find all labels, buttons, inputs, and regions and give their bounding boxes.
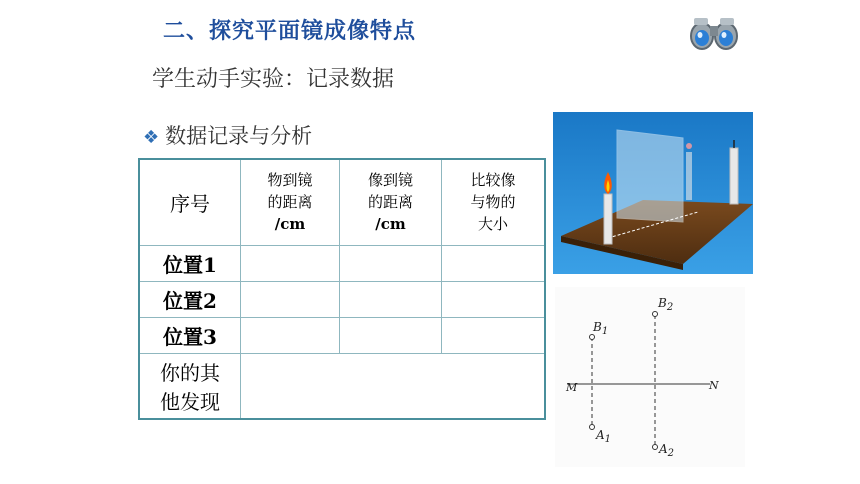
mirror-image-diagram bbox=[555, 287, 745, 467]
row-label-position-1: 位置1 bbox=[139, 245, 241, 281]
section-heading-text: 数据记录与分析 bbox=[165, 124, 313, 148]
label-n: N bbox=[709, 379, 719, 392]
data-record-table bbox=[138, 158, 546, 420]
header-line: 像到镜 bbox=[367, 171, 413, 190]
header-size-compare bbox=[442, 159, 546, 245]
page-title: 二、探究平面镜成像特点 bbox=[163, 19, 417, 44]
cell-empty[interactable] bbox=[241, 245, 340, 281]
diamond-bullet-icon: ❖ bbox=[143, 127, 160, 148]
header-line: 大小 bbox=[477, 215, 508, 234]
cell-empty[interactable] bbox=[442, 281, 546, 317]
cell-other-findings[interactable] bbox=[241, 353, 546, 419]
cell-empty[interactable] bbox=[241, 281, 340, 317]
row-label-position-3: 位置3 bbox=[139, 317, 241, 353]
row-label-line: 你的其 bbox=[160, 360, 220, 385]
cell-empty[interactable] bbox=[442, 245, 546, 281]
binoculars-icon bbox=[688, 14, 740, 54]
header-image-distance bbox=[340, 159, 442, 245]
cell-empty[interactable] bbox=[340, 245, 442, 281]
cell-empty[interactable] bbox=[340, 281, 442, 317]
row-label-position-2: 位置2 bbox=[139, 281, 241, 317]
header-line: 的距离 bbox=[367, 193, 413, 212]
header-line: 与物的 bbox=[470, 193, 516, 212]
label-a1-sub: 1 bbox=[604, 434, 612, 445]
label-b2-sub: 2 bbox=[666, 302, 674, 313]
label-b1: B bbox=[593, 320, 602, 334]
cell-empty[interactable] bbox=[340, 317, 442, 353]
cell-empty[interactable] bbox=[442, 317, 546, 353]
experiment-photo bbox=[553, 112, 753, 274]
header-object-distance bbox=[241, 159, 340, 245]
header-line: 的距离 bbox=[267, 193, 313, 212]
label-m: M bbox=[566, 381, 578, 394]
header-line: /cm bbox=[274, 215, 306, 234]
header-index: 序号 bbox=[139, 159, 241, 245]
header-line: 物到镜 bbox=[267, 171, 313, 190]
label-a2: A bbox=[659, 442, 668, 456]
label-b1-sub: 1 bbox=[601, 326, 609, 337]
row-label-line: 他发现 bbox=[160, 389, 220, 414]
label-b2: B bbox=[658, 296, 667, 310]
row-label-other-findings bbox=[139, 353, 241, 419]
header-line: /cm bbox=[375, 215, 406, 234]
label-a1: A bbox=[596, 428, 605, 442]
header-line: 比较像 bbox=[470, 171, 516, 190]
subtitle: 学生动手实验：记录数据 bbox=[152, 67, 395, 92]
cell-empty[interactable] bbox=[241, 317, 340, 353]
label-a2-sub: 2 bbox=[667, 448, 675, 459]
section-heading bbox=[143, 120, 312, 150]
